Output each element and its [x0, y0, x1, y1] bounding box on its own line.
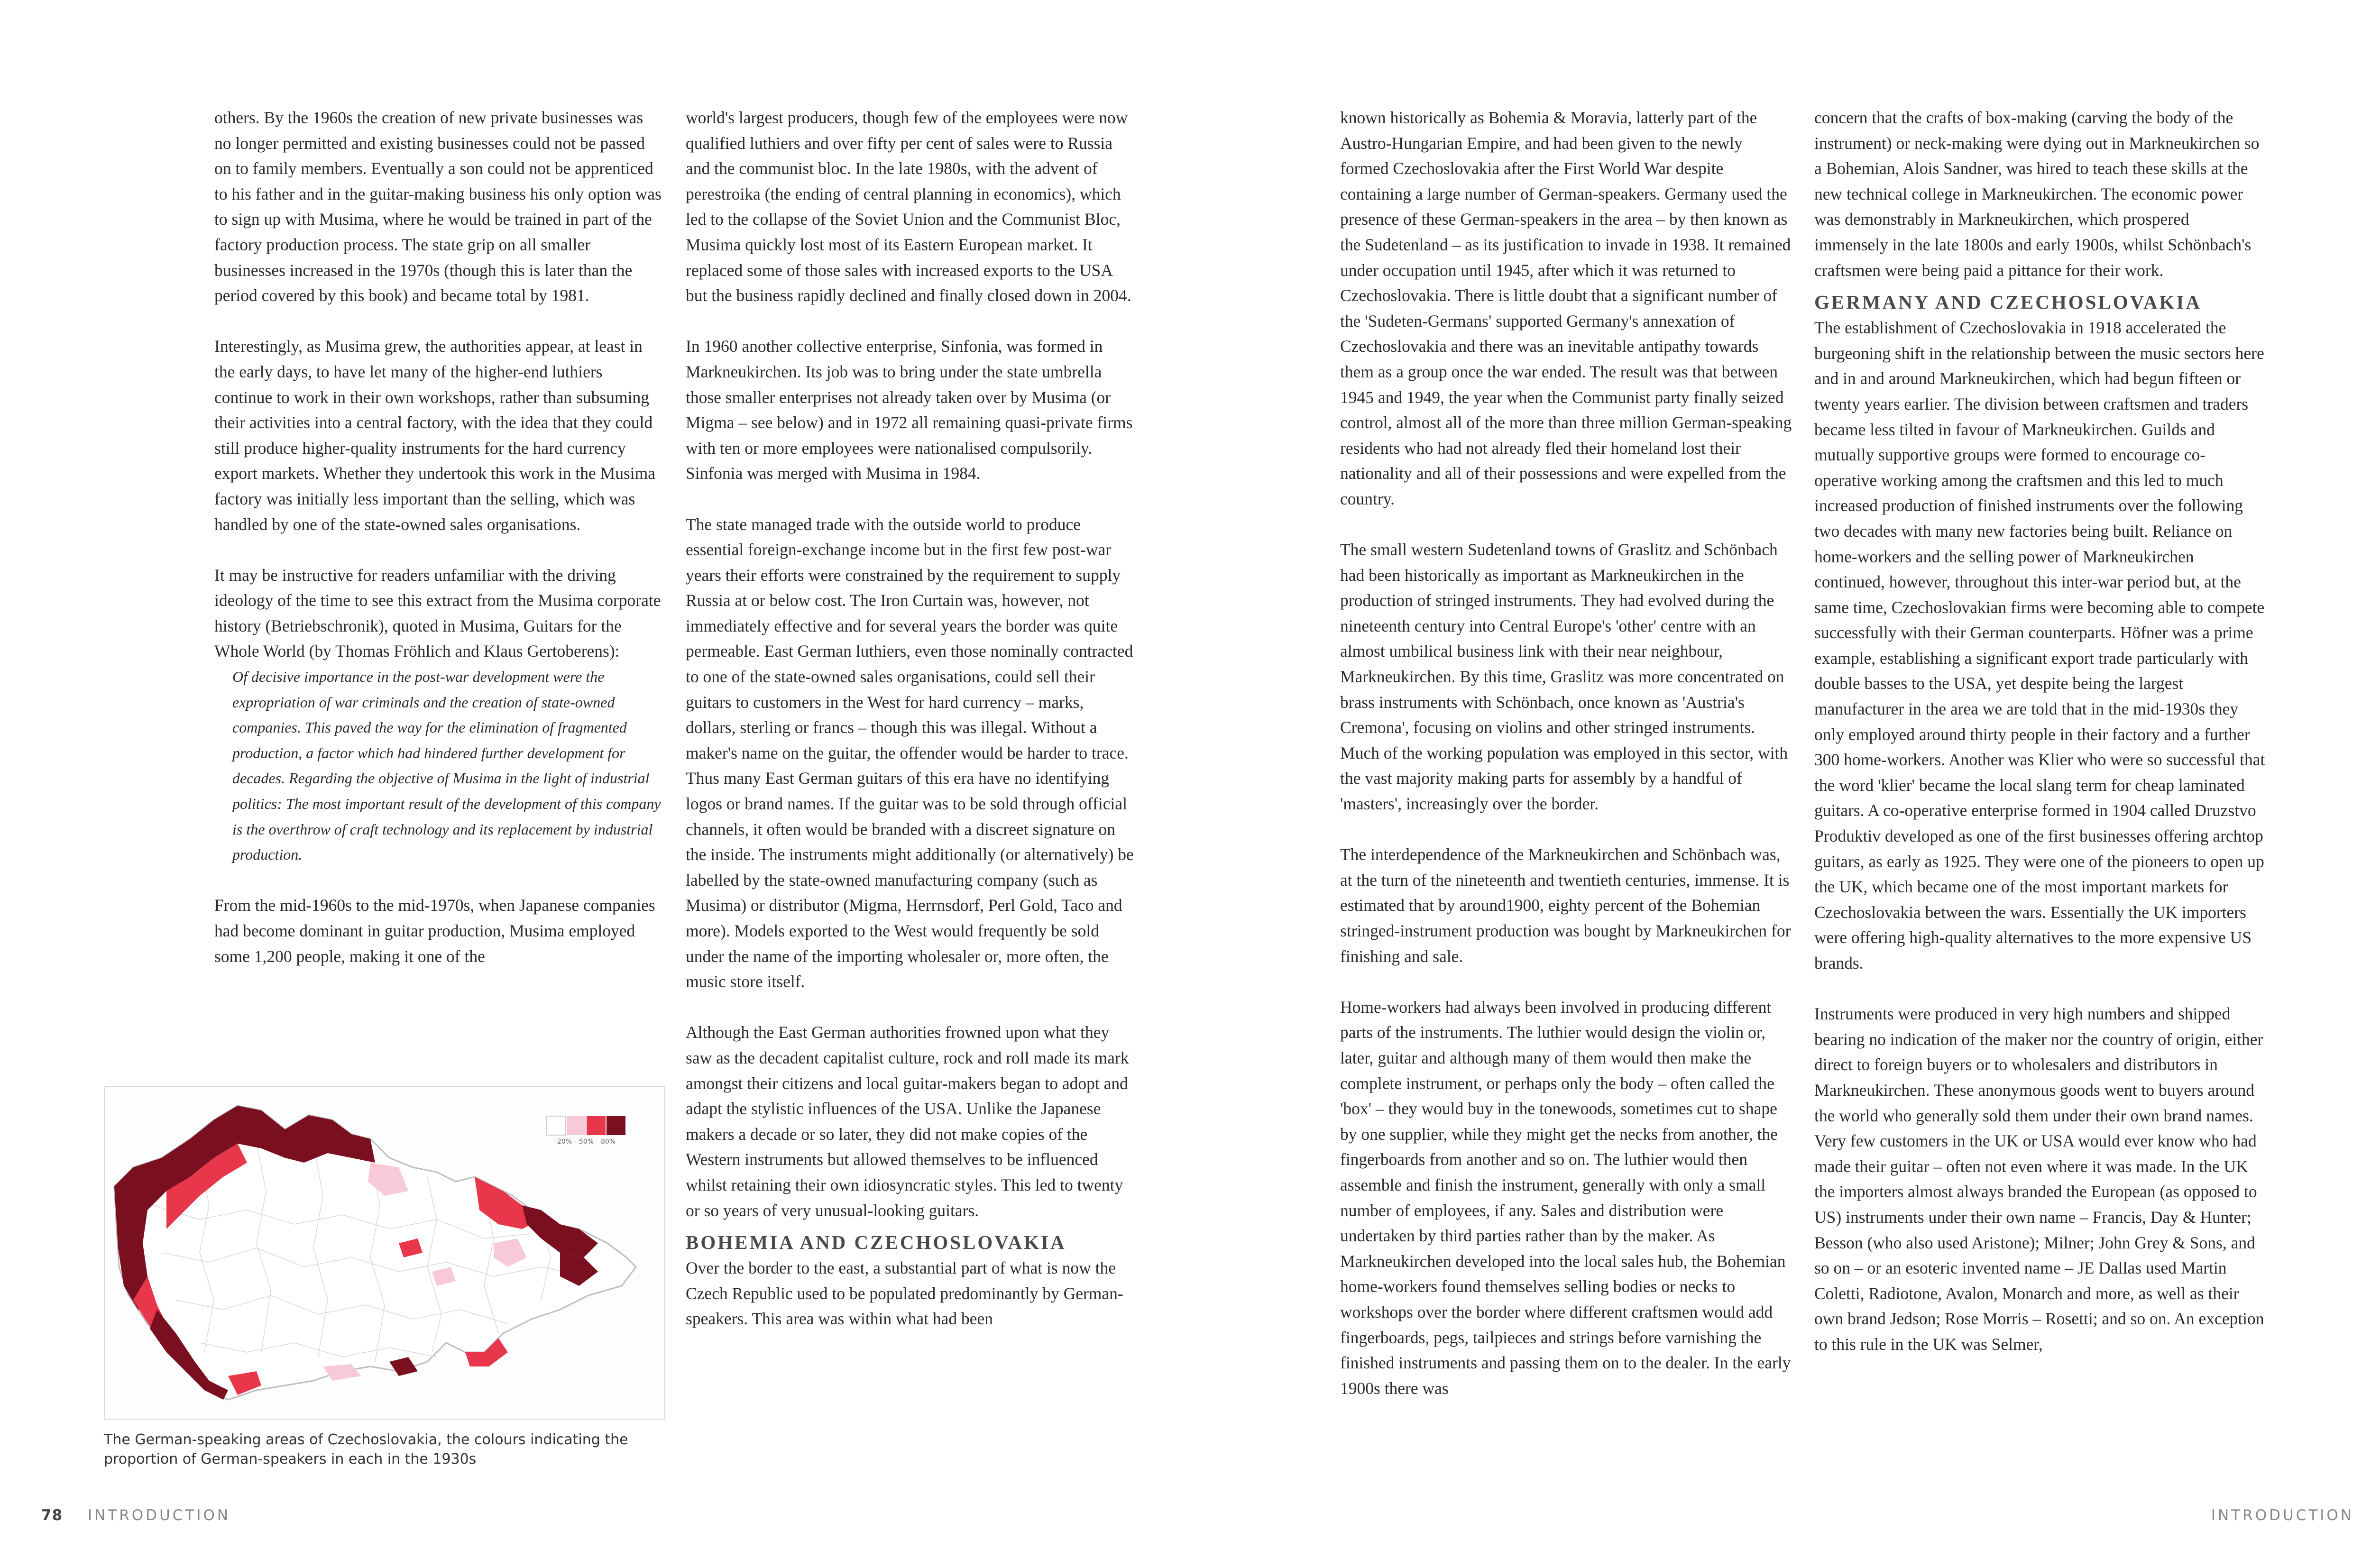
paragraph: world's largest producers, though few of the employees were now qualified luthiers and over fifty per cent of sales were to Russia and the communist bloc. In the late 1980s, with the advent of perestroika (the ending of central planning in economics), which led to the collapse of the Soviet Union and the Communist Bloc, Musima quickly lost most of its Eastern European market. It replaced some of those sales with increased exports to the USA but the business rapidly declined and finally closed down in 2004.: [686, 108, 1131, 305]
map-legend: [547, 1116, 625, 1146]
paragraph: The establishment of Czechoslovakia in 1918 accelerated the burgeoning shift in the relationship between the music sectors here and in and around Markneukirchen, which had begun fifteen or twenty years earlier. The division between craftsmen and traders became less tilted in favour of Markneukirchen. Guilds and mutually supportive groups were formed to encourage co-operative working among the craftsmen and this led to much increased production of finished instruments over the following two decades with many new factories being built. Reliance on home-workers and the selling power of Markneukirchen continued, however, throughout this inter-war period but, at the same time, Czechoslovakian firms were becoming able to compete successfully with their German counterparts. Höfner was a prime example, establishing a significant export trade particularly with double basses to the USA, yet despite being the largest manufacturer in the area we are told that in the mid-1930s they only employed around thirty people in their factory and a further 300 home-workers. Another was Klier who were so successful that the word 'klier' became the local slang term for cheap laminated guitars. A co-operative enterprise formed in 1904 called Druzstvo Produktiv developed as one of the first businesses offering archtop guitars, as early as 1925. They were one of the pioneers to open up the UK, which became one of the most important markets for Czechoslovakia between the wars. Essentially the UK importers were offering high-quality alternatives to the more expensive US brands.: [1814, 318, 2265, 972]
czechoslovakia-map: [105, 1087, 664, 1419]
running-head: INTRODUCTION: [88, 1507, 231, 1524]
paragraph: The interdependence of the Markneukirchen and Schönbach was, at the turn of the nineteenth and twentieth centuries, immense. It is estimated that by around1900, eighty percent of the Bohemian stringed-instrument production was bought by Markneukirchen for finishing and sale.: [1340, 845, 1791, 966]
page-number: 78: [41, 1507, 63, 1524]
paragraph: In 1960 another collective enterprise, Sinfonia, was formed in Markneukirchen. Its job was to bring under the state umbrella those smaller enterprises not already taken over by Musima (or Migma – see below) and in 1972 all remaining quasi-private firms with ten or more employees were nationalised compulsorily. Sinfonia was merged with Musima in 1984.: [686, 337, 1133, 483]
left-footer: [41, 1507, 230, 1524]
legend-label: 50%: [579, 1138, 594, 1146]
czechoslovakia-map-figure: [104, 1086, 665, 1420]
paragraph: The small western Sudetenland towns of Graslitz and Schönbach had been historically as important as Markneukirchen in the production of stringed instruments. They had evolved during the nineteenth century into Central Europe's 'other' centre with an almost umbilical business link with their near neighbour, Markneukirchen. By this time, Graslitz was more concentrated on brass instruments with Schönbach, once known as 'Austria's Cremona', focusing on violins and other stringed instruments. Much of the working population was employed in this sector, with the vast majority making parts for assembly by a handful of 'masters', increasingly over the border.: [1340, 540, 1788, 814]
paragraph: Over the border to the east, a substantial part of what is now the Czech Republic used to be populated predominantly by German-speakers. This area was within what had been: [686, 1258, 1123, 1329]
section-heading: GERMANY AND CZECHOSLOVAKIA: [1814, 291, 2202, 313]
paragraph: Interestingly, as Musima grew, the authorities appear, at least in the early days, to have let many of the higher-end luthiers continue to work in their own workshops, rather than subsuming their activities into a central factory, with the idea that they could still produce higher-quality instruments for the hard currency export markets. Whether they undertook this work in the Musima factory was initially less important than the selling, which was handled by one of the state-owned sales organisations.: [214, 337, 656, 534]
running-head: INTRODUCTION: [2211, 1507, 2354, 1524]
paragraph: It may be instructive for readers unfamiliar with the driving ideology of the time to see this extract from the Musima corporate history (Betriebschronik), quoted in Musima, Guitars for the Whole World (by Thomas Fröhlich and Klaus Gertoberens):: [214, 565, 661, 661]
map-caption: The German-speaking areas of Czechoslovakia, the colours indicating the proportion of German-speakers in each in the 1930s: [104, 1431, 628, 1467]
paragraph: The state managed trade with the outside world to produce essential foreign-exchange income but in the first few post-war years their efforts were constrained by the requirement to supply Russia at or below cost. The Iron Curtain was, however, not immediately effective and for several years the border was quite permeable. East German luthiers, even those nominally contracted to one of the state-owned sales organisations, could sell their guitars to customers in the West for hard currency – marks, dollars, sterling or francs – though this was illegal. Without a maker's name on the guitar, the offender would be harder to trace. Thus many East German guitars of this era have no identifying logos or brand names. If the guitar was to be sold through official channels, it often would be branded with a discreet signature on the inside. The instruments might additionally (or alternatively) be labelled by the state-owned manufacturing company (such as Musima) or distributor (Migma, Herrnsdorf, Perl Gold, Taco and more). Models exported to the West would frequently be sold under the name of the importing wholesaler or, more often, the music store itself.: [686, 514, 1134, 991]
block-quote: Of decisive importance in the post-war development were the expropriation of war criminals and the creation of state-owned companies. This paved the way for the elimination of fragmented production, a factor which had hindered further development for decades. Regarding the objective of Musima in the light of industrial politics: The most important result of the development of this company is the overthrow of craft technology and its replacement by industrial production.: [232, 668, 661, 863]
right-footer: [2211, 1507, 2371, 1524]
paragraph: From the mid-1960s to the mid-1970s, when Japanese companies had become dominant in guitar production, Musima employed some 1,200 people, making it one of the: [214, 896, 655, 966]
legend-label: 20%: [557, 1138, 572, 1146]
paragraph: Instruments were produced in very high numbers and shipped bearing no indication of the maker nor the country of origin, either direct to foreign buyers or to wholesalers and distributors in Markneukirchen. These anonymous goods went to buyers around the world who generally sold them under their own brand names. Very few customers in the UK or USA would ever know who had made their guitar – often not even where it was made. In the UK the importers almost always branded the European (as opposed to US) instruments under their own name – Francis, Day & Hunter; Besson (who also used Aristone); Milner; John Grey & Sons, and so on – or an esoteric invented name – JE Dallas used Martin Coletti, Radiotone, Avalon, Monarch and more, as well as their own brand Jedson; Rose Morris – Rosetti; and so on. An exception to this rule in the UK was Selmer,: [1814, 1004, 2264, 1354]
paragraph: Although the East German authorities frowned upon what they saw as the decadent capitalist culture, rock and roll made its mark amongst their citizens and local guitar-makers began to adopt and adapt the stylistic influences of the USA. Unlike the Japanese makers a decade or so later, they did not make copies of the Western instruments but allowed themselves to be influenced whilst retaining their own idiosyncratic styles. This led to twenty or so years of very unusual-looking guitars.: [686, 1023, 1129, 1220]
paragraph: concern that the crafts of box-making (carving the body of the instrument) or neck-making were dying out in Markneukirchen so a Bohemian, Alois Sandner, was hired to teach these skills at the new technical college in Markneukirchen. The economic power was demonstrably in Markneukirchen, which prospered immensely in the late 1800s and early 1900s, whilst Schönbach's craftsmen were being paid a pittance for their work.: [1814, 108, 2260, 280]
right-column-2: [1814, 105, 2266, 1357]
left-column-2: [686, 105, 1136, 1332]
paragraph: others. By the 1960s the creation of new private businesses was no longer permitted and existing businesses could not be passed on to family members. Eventually a son could not be apprenticed to his father and in the guitar-making business his only option was to sign up with Musima, where he would be trained in part of the factory production process. The state grip on all smaller businesses increased in the 1970s (though this is later than the period covered by this book) and became total by 1981.: [214, 108, 662, 305]
paragraph: known historically as Bohemia & Moravia, latterly part of the Austro-Hungarian Empire, and had been given to the newly formed Czechoslovakia after the First World War despite containing a large number of German-speakers. Germany used the presence of these German-speakers in the area – by then known as the Sudetenland – as its justification to invade in 1938. It remained under occupation until 1945, after which it was returned to Czechoslovakia. There is little doubt that a significant number of the 'Sudeten-Germans' supported Germany's annexation of Czechoslovakia and there was an inevitable antipathy towards them as a group once the war ended. The result was that between 1945 and 1949, the year when the Communist party finally seized control, almost all of the more than three million German-speaking residents who had not already fled their homeland lost their nationality and all of their possessions and were expelled from the country.: [1340, 108, 1792, 508]
legend-label: 80%: [601, 1138, 616, 1146]
right-column-1: [1340, 105, 1795, 1401]
left-column-1: [214, 105, 664, 969]
paragraph: Home-workers had always been involved in producing different parts of the instruments. The luthier would design the violin or, later, guitar and although many of them would then make the complete instrument, or perhaps only the body – often called the 'box' – they would buy in the tonewoods, sometimes cut to shape by one supplier, while they might get the necks from another, the fingerboards from another and so on. The luthier would then assemble and finish the instrument, generally with only a small number of employees, if any. Sales and distribution were undertaken by third parties rather than by the maker. As Markneukirchen developed into the local sales hub, the Bohemian home-workers found themselves selling bodies or necks to workshops over the border where different craftsmen would add fingerboards, pegs, tailpieces and strings before varnishing the finished instruments and passing them on to the dealer. In the early 1900s there was: [1340, 997, 1791, 1398]
section-heading: BOHEMIA AND CZECHOSLOVAKIA: [686, 1231, 1066, 1254]
